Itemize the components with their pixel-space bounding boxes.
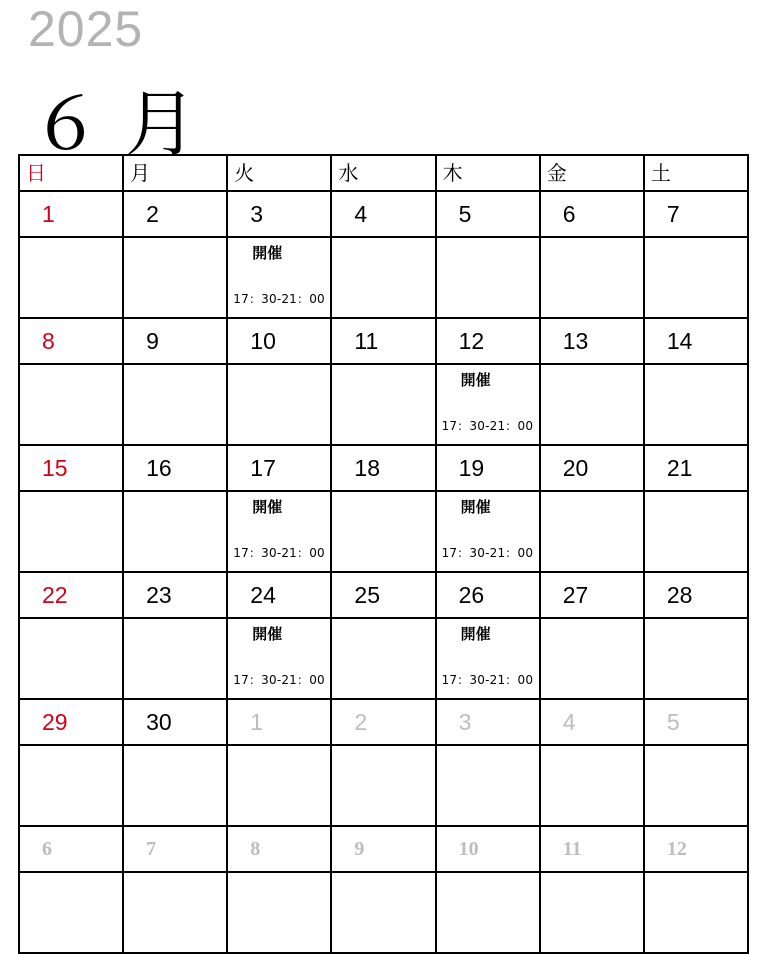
event-cell [436,237,540,318]
event-cell [331,745,435,826]
date-cell: 24 [227,572,331,618]
event-cell [644,491,748,572]
date-cell-next-month: 10 [436,826,540,872]
week-1-event-row [19,237,748,318]
date-cell: 29 [19,699,123,745]
week-4-date-row [19,572,748,618]
date-cell: 2 [123,191,227,237]
date-cell: 9 [123,318,227,364]
event-time: 17：30-21：00 [233,673,325,687]
date-cell: 18 [331,445,435,491]
event-cell [227,491,331,572]
date-cell-next-month: 9 [331,826,435,872]
event-cell [540,237,644,318]
date-cell: 23 [123,572,227,618]
event-cell [644,237,748,318]
date-cell: 5 [436,191,540,237]
date-cell-next-month: 11 [540,826,644,872]
date-cell: 17 [227,445,331,491]
event-entry [437,619,539,698]
event-cell [436,364,540,445]
event-cell [19,872,123,953]
event-cell [123,491,227,572]
event-entry [437,365,539,444]
date-cell: 13 [540,318,644,364]
event-cell [540,618,644,699]
week-3-event-row [19,491,748,572]
event-cell [227,237,331,318]
event-cell [227,872,331,953]
event-cell [436,745,540,826]
date-cell: 7 [644,191,748,237]
event-cell [19,237,123,318]
event-cell [436,618,540,699]
event-title: 開催 [252,498,283,516]
date-cell: 20 [540,445,644,491]
event-cell [227,364,331,445]
event-cell [644,872,748,953]
date-cell: 4 [331,191,435,237]
date-cell: 15 [19,445,123,491]
week-1-date-row [19,191,748,237]
event-cell [331,237,435,318]
event-time: 17：30-21：00 [441,419,534,433]
weekday-fri: 金 [540,155,644,191]
event-entry [228,238,330,317]
date-cell: 14 [644,318,748,364]
event-cell [123,745,227,826]
date-cell: 10 [227,318,331,364]
date-cell: 30 [123,699,227,745]
event-entry [228,492,330,571]
date-cell: 19 [436,445,540,491]
week-2-event-row [19,364,748,445]
event-time: 17：30-21：00 [233,546,325,560]
event-cell [227,745,331,826]
date-cell: 28 [644,572,748,618]
weekday-wed: 水 [331,155,435,191]
event-title: 開催 [460,498,491,516]
date-cell-next-month: 6 [19,826,123,872]
event-cell [227,618,331,699]
date-cell: 27 [540,572,644,618]
week-6-date-row [19,826,748,872]
date-cell: 12 [436,318,540,364]
date-cell: 21 [644,445,748,491]
event-cell [331,618,435,699]
date-cell: 25 [331,572,435,618]
date-cell: 11 [331,318,435,364]
event-time: 17：30-21：00 [441,673,534,687]
event-cell [540,745,644,826]
weekday-header-row [19,155,748,191]
date-cell: 8 [19,318,123,364]
event-time: 17：30-21：00 [441,546,534,560]
event-cell [644,745,748,826]
weekday-sun: 日 [19,155,123,191]
event-entry [437,492,539,571]
date-cell-next-month: 3 [436,699,540,745]
date-cell: 26 [436,572,540,618]
year-label: 2025 [28,1,144,57]
date-cell-next-month: 12 [644,826,748,872]
event-cell [123,618,227,699]
week-6-event-row [19,872,748,953]
event-cell [540,364,644,445]
event-cell [19,364,123,445]
date-cell-next-month: 2 [331,699,435,745]
event-cell [19,618,123,699]
event-time: 17：30-21：00 [233,292,325,306]
event-cell [644,364,748,445]
calendar-grid [18,154,749,954]
event-cell [436,491,540,572]
weekday-sat: 土 [644,155,748,191]
event-cell [436,872,540,953]
event-cell [331,872,435,953]
weekday-thu: 木 [436,155,540,191]
date-cell: 3 [227,191,331,237]
event-entry [228,619,330,698]
weekday-mon: 月 [123,155,227,191]
event-title: 開催 [460,625,491,643]
event-cell [644,618,748,699]
event-title: 開催 [252,625,283,643]
weekday-tue: 火 [227,155,331,191]
date-cell-next-month: 8 [227,826,331,872]
event-cell [331,364,435,445]
date-cell: 6 [540,191,644,237]
event-cell [540,491,644,572]
date-cell: 22 [19,572,123,618]
event-title: 開催 [460,371,491,389]
event-cell [331,491,435,572]
month-title: ６ 月 [30,82,197,166]
week-3-date-row [19,445,748,491]
date-cell-next-month: 5 [644,699,748,745]
week-5-event-row [19,745,748,826]
week-4-event-row [19,618,748,699]
event-cell [19,491,123,572]
date-cell: 1 [19,191,123,237]
week-5-date-row [19,699,748,745]
event-cell [540,872,644,953]
date-cell-next-month: 1 [227,699,331,745]
event-cell [123,364,227,445]
event-cell [123,237,227,318]
event-cell [19,745,123,826]
date-cell-next-month: 7 [123,826,227,872]
event-cell [123,872,227,953]
date-cell: 16 [123,445,227,491]
week-2-date-row [19,318,748,364]
event-title: 開催 [252,244,283,262]
date-cell-next-month: 4 [540,699,644,745]
